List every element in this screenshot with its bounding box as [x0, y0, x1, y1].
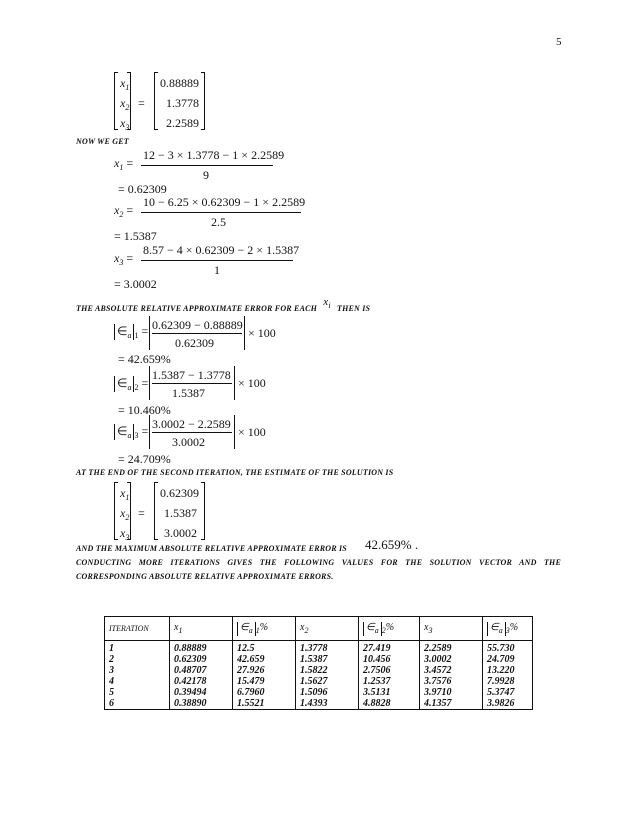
vec1-x2: $x_2$ — [120, 96, 130, 112]
eq-x2-fraction-bar — [141, 212, 301, 213]
cell-err2: 4.8828 — [359, 698, 420, 710]
eq-x3-lhs: $x_3$ = — [114, 251, 134, 267]
err1-abs-left — [149, 316, 150, 350]
cell-err3: 3.9826 — [483, 698, 533, 710]
table-row — [105, 687, 533, 698]
cell-err2: 27.419 — [359, 641, 420, 655]
vec2-value-3: 3.0002 — [164, 526, 197, 540]
err2-numerator: 1.5387 − 1.3778 — [152, 368, 231, 382]
cell-x3: 3.4572 — [420, 665, 483, 676]
eq-x3-result: = 3.0002 — [114, 277, 157, 291]
vec2-x3: $x_3$ — [120, 526, 130, 542]
max-error-text: AND THE MAXIMUM ABSOLUTE RELATIVE APPROXIMATE ERROR IS — [76, 544, 347, 553]
conducting-line-1: CONDUCTING MORE ITERATIONS GIVES THE FOLLOWING VALUES FOR THE SOLUTION VECTOR AND THE — [76, 558, 561, 567]
err2-result: = 10.460% — [118, 403, 171, 417]
vec1-value-3: 2.2589 — [166, 116, 199, 130]
cell-err3: 13.220 — [483, 665, 533, 676]
cell-x1: 0.62309 — [170, 654, 233, 665]
cell-x2: 1.4393 — [296, 698, 359, 710]
conducting-line-2: CORRESPONDING ABSOLUTE RELATIVE APPROXIMATE ERRORS. — [76, 572, 334, 581]
header-x3: $x_3$ — [420, 617, 483, 641]
second-iteration-heading: AT THE END OF THE SECOND ITERATION, THE ESTIMATE OF THE SOLUTION IS — [76, 468, 394, 477]
now-we-get-heading: NOW WE GET — [76, 137, 129, 146]
vec2-x2: $x_2$ — [120, 506, 130, 522]
cell-x3: 3.7576 — [420, 676, 483, 687]
vec2-x1: $x_1$ — [120, 486, 130, 502]
eq-x1-fraction-bar — [141, 165, 273, 166]
cell-err1: 27.926 — [233, 665, 296, 676]
cell-iteration: 3 — [105, 665, 170, 676]
vec1-value-2: 1.3778 — [166, 96, 199, 110]
vec1-equals: = — [138, 96, 145, 110]
err1-result: = 42.659% — [118, 352, 171, 366]
err3-abs-left — [149, 415, 150, 449]
eq-x2-numerator: 10 − 6.25 × 0.62309 − 1 × 2.2589 — [143, 195, 306, 209]
table-row — [105, 641, 533, 655]
table-row — [105, 665, 533, 676]
cell-x1: 0.42178 — [170, 676, 233, 687]
cell-x1: 0.88889 — [170, 641, 233, 655]
err2-abs-left — [149, 366, 150, 400]
cell-err2: 10.456 — [359, 654, 420, 665]
table-header-row — [105, 617, 533, 641]
vec2-value-2: 1.5387 — [164, 506, 197, 520]
vec2-value-1: 0.62309 — [160, 486, 199, 500]
header-err2: $\in_a$ $_2$% — [359, 617, 420, 641]
eq-x1-numerator: 12 − 3 × 1.3778 − 1 × 2.2589 — [143, 148, 285, 162]
err2-abs-right — [234, 366, 235, 400]
cell-err2: 1.2537 — [359, 676, 420, 687]
cell-err3: 5.3747 — [483, 687, 533, 698]
eq-x1-lhs: $x_1$ = — [114, 156, 134, 172]
cell-x2: 1.3778 — [296, 641, 359, 655]
err2-lhs: $\in_a$ $_2$ = — [114, 376, 148, 392]
cell-err1: 6.7960 — [233, 687, 296, 698]
abs-rel-error-heading: THE ABSOLUTE RELATIVE APPROXIMATE ERROR FOR EACH $x_i$ THEN IS — [76, 296, 371, 313]
cell-x2: 1.5822 — [296, 665, 359, 676]
page-number: 5 — [556, 36, 562, 48]
cell-x3: 4.1357 — [420, 698, 483, 710]
cell-x1: 0.38890 — [170, 698, 233, 710]
header-x1: $x_1$ — [170, 617, 233, 641]
eq-x1-result: = 0.62309 — [118, 182, 167, 196]
cell-iteration: 5 — [105, 687, 170, 698]
cell-x2: 1.5096 — [296, 687, 359, 698]
err3-denominator: 3.0002 — [172, 435, 205, 449]
cell-x1: 0.48707 — [170, 665, 233, 676]
err3-abs-right — [234, 415, 235, 449]
table-row — [105, 676, 533, 687]
vec2-equals: = — [138, 506, 145, 520]
header-err1: $\in_a$ $_1$% — [233, 617, 296, 641]
cell-err3: 55.730 — [483, 641, 533, 655]
err3-multiplier: × 100 — [238, 425, 266, 439]
err3-numerator: 3.0002 − 2.2589 — [152, 417, 231, 431]
err1-abs-right — [244, 316, 245, 350]
table-row — [105, 654, 533, 665]
header-iteration: ITERATION — [105, 617, 170, 641]
cell-x1: 0.39494 — [170, 687, 233, 698]
cell-x2: 1.5387 — [296, 654, 359, 665]
eq-x2-denominator: 2.5 — [211, 215, 226, 229]
cell-iteration: 1 — [105, 641, 170, 655]
cell-x3: 3.9710 — [420, 687, 483, 698]
header-x2: $x_2$ — [296, 617, 359, 641]
header-err3: $\in_a$ $_3$% — [483, 617, 533, 641]
err3-fraction-bar — [152, 432, 232, 433]
eq-x3-numerator: 8.57 − 4 × 0.62309 − 2 × 1.5387 — [143, 243, 300, 257]
err1-multiplier: × 100 — [248, 326, 276, 340]
err3-result: = 24.709% — [118, 452, 171, 466]
cell-err2: 3.5131 — [359, 687, 420, 698]
eq-x2-lhs: $x_2$ = — [114, 203, 134, 219]
cell-err3: 7.9928 — [483, 676, 533, 687]
eq-x3-denominator: 1 — [214, 263, 220, 277]
err2-fraction-bar — [152, 383, 232, 384]
vec1-value-1: 0.88889 — [160, 76, 199, 90]
err3-lhs: $\in_a$ $_3$ = — [114, 424, 148, 440]
cell-x2: 1.5627 — [296, 676, 359, 687]
iteration-results-table — [104, 616, 533, 710]
cell-err1: 15.479 — [233, 676, 296, 687]
cell-err1: 42.659 — [233, 654, 296, 665]
cell-err3: 24.709 — [483, 654, 533, 665]
err1-numerator: 0.62309 − 0.88889 — [152, 318, 243, 332]
cell-err1: 12.5 — [233, 641, 296, 655]
cell-err1: 1.5521 — [233, 698, 296, 710]
cell-x3: 2.2589 — [420, 641, 483, 655]
err1-lhs: $\in_a$ $_1$ = — [114, 324, 148, 340]
cell-iteration: 2 — [105, 654, 170, 665]
table-row — [105, 698, 533, 710]
cell-iteration: 4 — [105, 676, 170, 687]
vec1-x1: $x_1$ — [120, 76, 130, 92]
eq-x3-fraction-bar — [141, 260, 293, 261]
err2-denominator: 1.5387 — [172, 386, 205, 400]
cell-err2: 2.7506 — [359, 665, 420, 676]
cell-iteration: 6 — [105, 698, 170, 710]
max-error-value: 42.659% . — [365, 537, 419, 552]
err1-fraction-bar — [152, 333, 242, 334]
eq-x2-result: = 1.5387 — [114, 229, 157, 243]
err2-multiplier: × 100 — [238, 376, 266, 390]
cell-x3: 3.0002 — [420, 654, 483, 665]
vec1-x3: $x_3$ — [120, 116, 130, 132]
err1-denominator: 0.62309 — [175, 336, 214, 350]
eq-x1-denominator: 9 — [203, 168, 209, 182]
